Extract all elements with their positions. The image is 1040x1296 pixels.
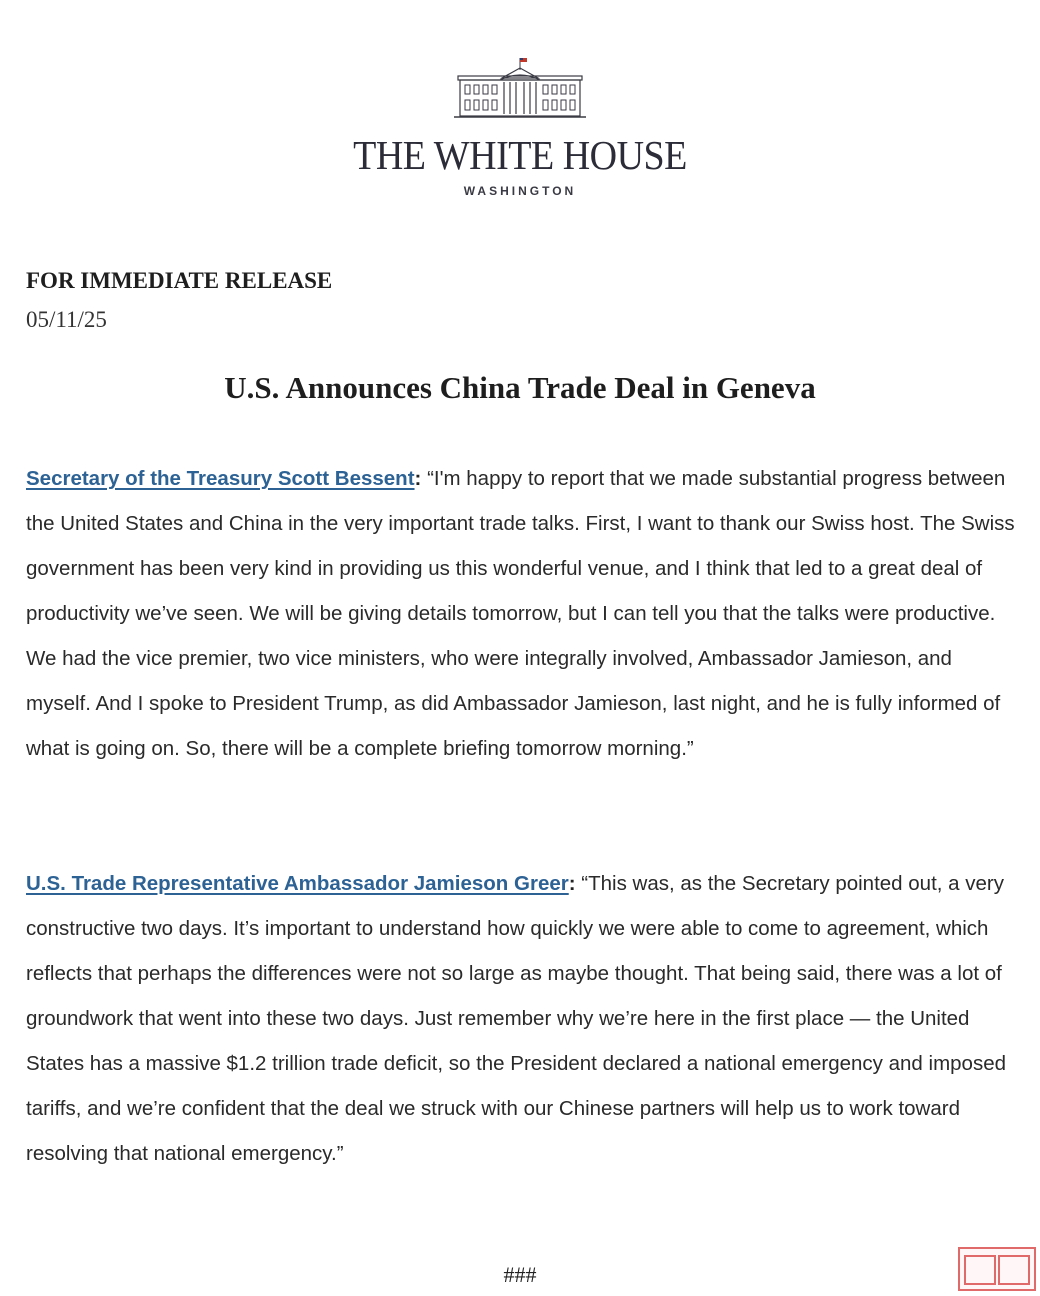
statement-text: “This was, as the Secretary pointed out, a very constructive two days. It’s important to understand how quickly we were able to come to agreement, which reflects that perhaps the differences were not so large as maybe thought. That being said, there was a lot of groundwork that went into these two days. Just remember why we’re here in the first place — the United States has a massive $1.2 trillion trade deficit, so the President declared a national emergency and imposed tariffs, and we’re confident that the deal we struck with our Chinese partners will help us to work toward resolving that national emergency.” — [26, 872, 1006, 1165]
speaker-link-greer[interactable]: U.S. Trade Representative Ambassador Jamieson Greer — [26, 872, 569, 895]
page-title: U.S. Announces China Trade Deal in Geneva — [224, 370, 816, 405]
release-date: 05/11/25 — [26, 307, 107, 332]
statement-text: “I'm happy to report that we made substantial progress between the United States and China in the very important trade talks. First, I want to thank our Swiss host. The Swiss government has been very kind in providing us this wonderful venue, and I think that led to a great deal of productivity we’ve seen. We will be giving details tomorrow, but I can tell you that the talks were productive. We had the vice premier, two vice ministers, who were integrally involved, Ambassador Jamieson, and myself. And I spoke to President Trump, as did Ambassador Jamieson, last night, and he is fully informed of what is going on. So, there will be a complete briefing tomorrow morning.” — [26, 467, 1015, 760]
speaker-colon: : — [414, 467, 422, 490]
brand-subtitle: WASHINGTON — [463, 184, 577, 198]
speaker-colon: : — [568, 872, 576, 895]
white-house-logo — [0, 54, 1040, 124]
brand-name: THE WHITE HOUSE — [353, 133, 687, 179]
statement-paragraph — [26, 456, 1016, 771]
speaker-link-bessent[interactable]: Secretary of the Treasury Scott Bessent — [26, 467, 415, 490]
release-label: FOR IMMEDIATE RELEASE — [26, 268, 333, 293]
white-house-building-icon — [450, 54, 590, 124]
statement-paragraph — [26, 861, 1016, 1176]
end-mark: ### — [503, 1262, 537, 1287]
red-seal-stamp — [958, 1247, 1036, 1291]
